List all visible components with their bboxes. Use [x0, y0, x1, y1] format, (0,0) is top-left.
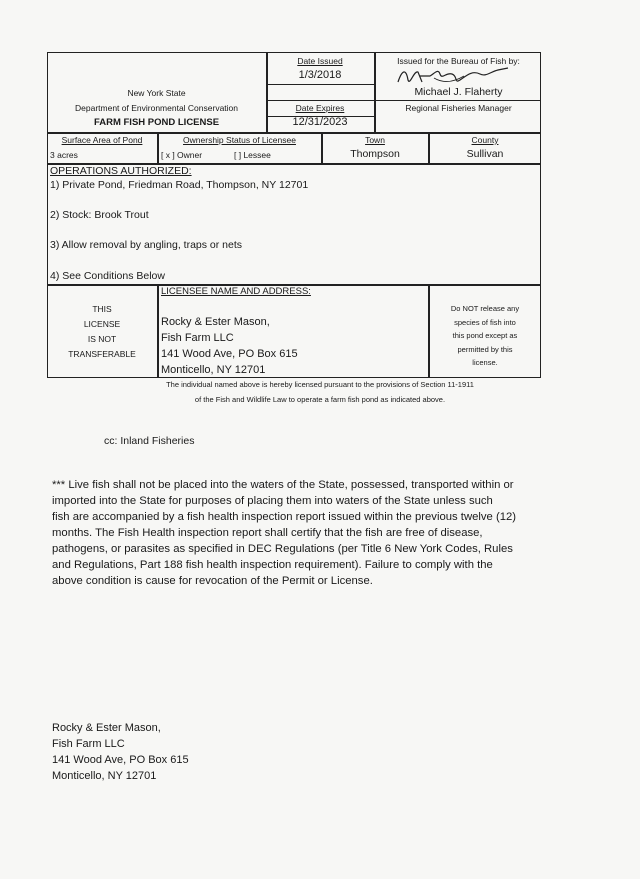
county-label: County: [471, 135, 499, 145]
department-name: Department of Environmental Conservation: [75, 103, 238, 113]
state-name: New York State: [127, 88, 186, 98]
licensee-address: Rocky & Ester Mason, Fish Farm LLC 141 Wood Ave, PO Box 615 Monticello, NY 12701: [161, 316, 298, 376]
date-issued-value: 1/3/2018: [298, 69, 342, 81]
surface-area-value: 3 acres: [50, 150, 78, 160]
issued-for-label: Issued for the Bureau of Fish by:: [397, 56, 520, 66]
licensee-heading: LICENSEE NAME AND ADDRESS:: [161, 286, 311, 297]
date-issued-label: Date Issued: [297, 56, 343, 66]
town-label: Town: [365, 135, 385, 145]
date-expires-value: 12/31/2023: [292, 116, 348, 128]
signatory-title: Regional Fisheries Manager: [405, 103, 512, 113]
operations-heading: OPERATIONS AUTHORIZED:: [50, 165, 192, 177]
ownership-label: Ownership Status of Licensee: [183, 135, 296, 145]
mailing-address: Rocky & Ester Mason, Fish Farm LLC 141 Wood Ave, PO Box 615 Monticello, NY 12701: [52, 722, 189, 782]
date-expires-label: Date Expires: [295, 103, 345, 113]
county-value: Sullivan: [466, 148, 504, 160]
owner-checkbox: [ x ] Owner: [161, 150, 203, 160]
operation-item-3: 3) Allow removal by angling, traps or nets: [50, 239, 243, 251]
release-notice: Do NOT release any species of fish into this pond except as permitted by this license.: [450, 304, 520, 367]
town-value: Thompson: [350, 148, 400, 160]
license-title: FARM FISH POND LICENSE: [93, 117, 220, 128]
surface-area-label: Surface Area of Pond: [61, 135, 143, 145]
statute-line-2: of the Fish and Wildlife Law to operate a farm fish pond as indicated above.: [194, 395, 446, 404]
signatory-name: Michael J. Flaherty: [414, 86, 503, 98]
conditions-paragraph: *** Live fish shall not be placed into the waters of the State, possessed, transported within or imported into the State for purposes of placing them into waters of the State unless such fish are accompanied by a fish health inspection report issued within the previous twelve (12) months. The Fish Health inspection report shall certify that the fish are free of disease, pathogens, or parasites as specified in DEC Regulations (per Title 6 New York Codes, Rules and Regulations, Part 188 fish health inspection requirement). Failure to comply with the above condition is cause for revocation of the Permit or License.: [52, 479, 517, 587]
not-transferable-notice: THIS LICENSE IS NOT TRANSFERABLE: [68, 304, 136, 359]
cc-line: cc: Inland Fisheries: [104, 435, 195, 447]
operation-item-1: 1) Private Pond, Friedman Road, Thompson, NY 12701: [50, 179, 309, 191]
statute-line-1: The individual named above is hereby licensed pursuant to the provisions of Section 11-1911: [166, 380, 474, 389]
operation-item-2: 2) Stock: Brook Trout: [50, 209, 149, 221]
lessee-checkbox: [ ] Lessee: [234, 150, 271, 160]
operation-item-4: 4) See Conditions Below: [50, 270, 165, 282]
